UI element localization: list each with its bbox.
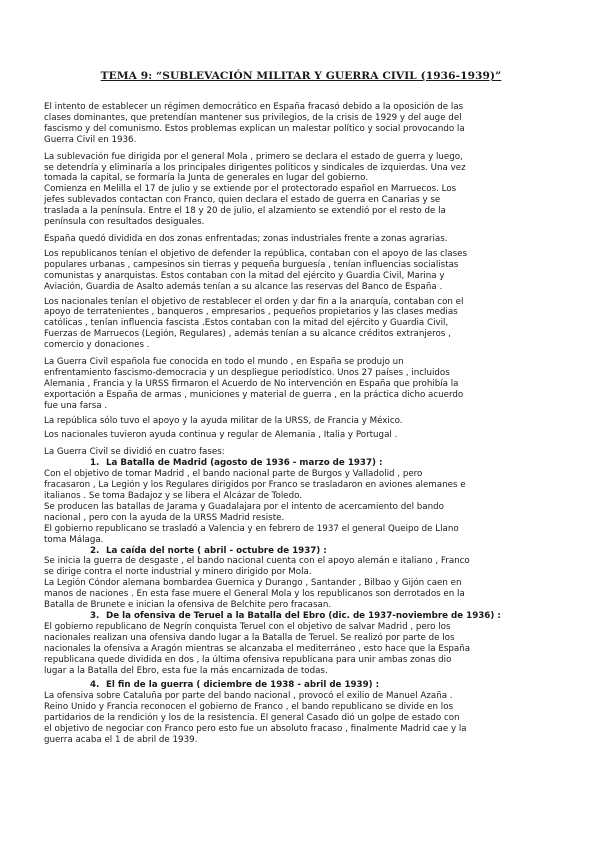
text-line: El gobierno republicano de Negrín conquista Teruel con el objetivo de salvar Madrid , pero los (44, 621, 451, 632)
text-line: comercio y donaciones . (44, 340, 150, 351)
text-line: populares urbanas , campesinos sin tierras y pequeña burguesía , tenían influencias socialistas (44, 259, 459, 270)
text-line: apoyo de terratenientes , banqueros , empresarios , pequeños propietarios y las clases medias (44, 307, 458, 318)
fase-number: 4. (90, 680, 100, 691)
fase-number: 2. (90, 545, 100, 556)
text-line: tomada la capital, se formaría la Junta de generales en lugar del gobierno. (44, 173, 369, 184)
text-line: España quedó dividida en dos zonas enfrentadas; zonas industriales frente a zonas agrarias. (44, 233, 448, 244)
text-line: exportación a España de armas , municiones y material de guerra , en la práctica dicho acuerdo (44, 389, 464, 400)
text-line: Alemania , Francia y la URSS firmaron el Acuerdo de No intervención en España que prohibía la (44, 378, 459, 389)
fase-4 (44, 680, 558, 745)
text-line: nacional , pero con la ayuda de la URSS Madrid resiste. (44, 512, 285, 523)
text-line: Se producen las batallas de Jarama y Guadalajara por el intento de acercamiento del bando (44, 501, 444, 512)
fases-intro: La Guerra Civil se dividió en cuatro fases: (44, 447, 225, 458)
text-line: fascismo y del comunismo. Estos problemas explican un malestar político y social provocando la (44, 123, 465, 134)
text-line: nacionales realizan una ofensiva dando lugar a la Batalla de Teruel. Se realizó por parte de los (44, 632, 455, 643)
text-line: península con resultados desiguales. (44, 217, 205, 228)
text-line: clases dominantes, que pretendían mantener sus privilegios, de la crisis de 1929 y del auge del (44, 112, 462, 123)
fase-2 (44, 546, 558, 611)
text-line: guerra acaba el 1 de abril de 1939. (44, 734, 198, 745)
text-line: Fuerzas de Marruecos (Legión, Regulares) , además tenían a su alcance créditos extranjeros , (44, 329, 451, 340)
zonas-paragraph (44, 234, 558, 351)
text-line: Aviación, Guardia de Asalto además tenían a su alcance las reservas del Banco de España . (44, 281, 443, 292)
text-line: La Guerra Civil española fue conocida en todo el mundo , en España se produjo un (44, 357, 404, 368)
text-line: enfrentamiento fascismo-democracia y un despliegue periodístico. Unos 27 países , incluidos (44, 367, 450, 378)
fase-1 (44, 458, 558, 545)
text-line: Guerra Civil en 1936. (44, 134, 137, 145)
text-line: La Legión Cóndor alemana bombardea Guernica y Durango , Santander , Bilbao y Gijón caen en (44, 578, 462, 589)
text-line: fracasaron , La Legión y los Regulares dirigidos por Franco se trasladaron en aviones alemanes e (44, 480, 466, 491)
fase-heading (44, 680, 558, 691)
text-line: Comienza en Melilla el 17 de julio y se extiende por el protectorado español en Marruecos. Los (44, 184, 457, 195)
text-line: jefes sublevados contactan con Franco, quien declara el estado de guerra en Canarias y se (44, 195, 441, 206)
fase-title: De la ofensiva de Teruel a la Batalla del Ebro (dic. de 1937-noviembre de 1936) : (106, 610, 501, 621)
text-line: partidarios de la rendición y los de la resistencia. El general Casado dió un golpe de estado con (44, 713, 460, 724)
text-line: lugar a la Batalla del Ebro, esta fue la más encarnizada de todas. (44, 665, 328, 676)
text-line: republicana quede dividida en dos , la última ofensiva republicana para unir ambas zonas dio (44, 654, 452, 665)
text-line: Los nacionales tuvieron ayuda continua y regular de Alemania , Italia y Portugal . (44, 430, 398, 441)
intro-paragraph (44, 102, 558, 146)
text-line: El intento de establecer un régimen democrático en España fracasó debido a la oposición de las (44, 102, 464, 112)
fase-title: La caída del norte ( abril - octubre de 1937) : (106, 545, 327, 556)
text-line: Los nacionales tenían el objetivo de restablecer el orden y dar fin a la anarquía, contaban con el (44, 296, 464, 307)
text-line: El gobierno republicano se trasladó a Valencia y en febrero de 1937 el general Queipo de Llano (44, 523, 459, 534)
fase-title: El fin de la guerra ( diciembre de 1938 - abril de 1939) : (106, 680, 380, 691)
text-line: comunistas y anarquistas. Estos contaban con la mitad del ejército y Guardia Civil, Marina y (44, 270, 445, 281)
fase-heading (44, 546, 558, 557)
document-title: TEMA 9: “SUBLEVACIÓN MILITAR Y GUERRA CIVIL (1936-1939)” (100, 70, 502, 82)
text-line: Los republicanos tenían el objetivo de defender la república, contaban con el apoyo de las clases (44, 248, 468, 259)
text-line: toma Málaga. (44, 534, 104, 545)
text-line: Se inicia la guerra de desgaste , el bando nacional cuenta con el apoyo alemán e italiano , Franco (44, 556, 470, 567)
text-line: Reino Unido y Francia reconocen el gobierno de Franco , el bando republicano se divide en los (44, 702, 454, 713)
text-line: el objetivo de negociar con Franco pero esto fue un absoluto fracaso , finalmente Madrid cae y la (44, 724, 467, 735)
fase-3 (44, 611, 558, 676)
text-line: La ofensiva sobre Cataluña por parte del bando nacional , provocó el exilio de Manuel Azaña . (44, 691, 453, 702)
fase-number: 3. (90, 610, 100, 621)
text-line: La sublevación fue dirigida por el general Mola , primero se declara el estado de guerra y luego, (44, 151, 463, 162)
fase-number: 1. (90, 458, 100, 469)
text-line: católicas , tenían influencia fascista .Estos contaban con la mitad del ejército y Guardia Civil, (44, 318, 449, 329)
sublevacion-paragraph (44, 152, 558, 228)
text-line: se detendría y eliminaría a los principales dirigentes políticos y sindicales de izquierdas. Una vez (44, 162, 466, 173)
text-line: se dirige contra el norte industrial y minero dirigido por Mola. (44, 567, 312, 578)
fase-title: La Batalla de Madrid (agosto de 1936 - marzo de 1937) : (106, 458, 383, 469)
internacional-paragraph (44, 357, 558, 441)
text-line: Con el objetivo de tomar Madrid , el bando nacional parte de Burgos y Valladolid , pero (44, 469, 423, 480)
text-line: Batalla de Brunete e inician la ofensiva de Belchite pero fracasan. (44, 600, 332, 611)
text-line: manos de naciones . En esta fase muere el General Mola y los republicanos son derrotados en la (44, 589, 465, 600)
text-line: fue una farsa . (44, 400, 108, 411)
text-line: traslada a la península. Entre el 18 y 20 de julio, el alzamiento se extendió por el resto de la (44, 206, 446, 217)
text-line: nacionales la ofensiva a Aragón mientras se alcanzaba el mediterráneo , esto hace que la España (44, 643, 471, 654)
text-line: La república sólo tuvo el apoyo y la ayuda militar de la URSS, de Francia y México. (44, 415, 403, 426)
fase-heading (44, 611, 558, 622)
fase-heading (44, 458, 558, 469)
text-line: italianos . Se toma Badajoz y se libera el Alcázar de Toledo. (44, 491, 303, 501)
